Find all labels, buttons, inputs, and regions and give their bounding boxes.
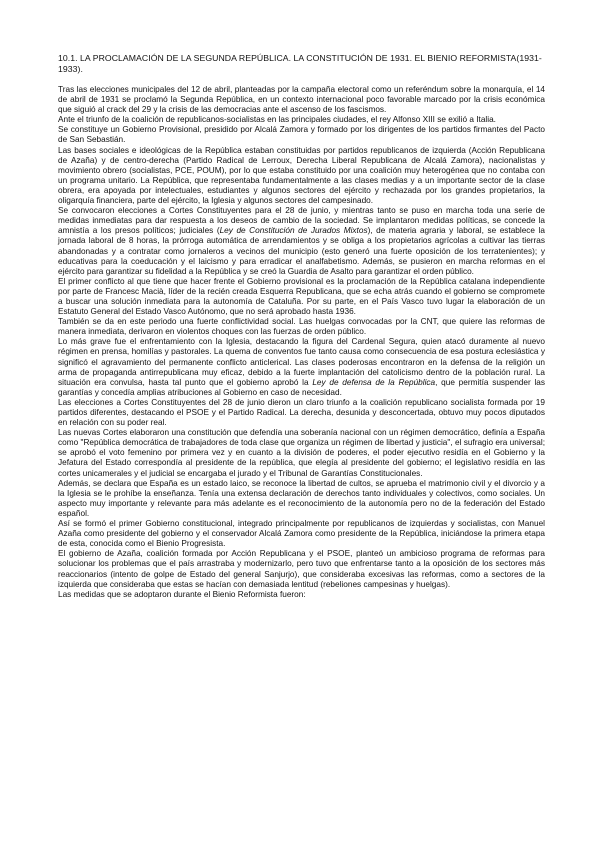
paragraph-measures-intro: Las medidas que se adoptaron durante el Bienio Reformista fueron:: [58, 589, 306, 599]
paragraph-june-elections: Las elecciones a Cortes Constituyentes del 28 de junio dieron un claro triunfo a la coalición republicano socialista formada por 19 partidos diferentes, destacando el PSOE y el Partido Radical. La derecha, desunida y desconcertada, obtuvo muy pocos diputados en relación con su poder real.: [58, 397, 545, 428]
paragraph-constitution: Las nuevas Cortes elaboraron una constitución que defendía una soberanía nacional con un régimen democrático, definía a España como "República democrática de trabajadores de toda clase que organiza un régimen de libertad y justicia", el sufragio era universal; se aprobó el voto femenino por primera vez y en cuanto a la división de poderes, el poder ejecutivo residía en el Gobierno y la Jefatura del Estado correspondía al presidente de la república, que elegía al presidente del gobierno; el legislativo residía en las cortes unicamerales y el judicial se encargaba el jurado y el Tribunal de Garantías Constitucionales.: [58, 428, 545, 478]
paragraph-azana-government: El gobierno de Azaña, coalición formada por Acción Republicana y el PSOE, planteó un ambicioso programa de reformas para solucionar los problemas que el país arrastraba y modernizarlo, pero tuvo que enfrentarse tanto a la oposición de los sectores más reaccionarios (intento de golpe de Estado del general Sanjurjo), que consideraba excesivas las reformas, como a sectores de la izquierda que consideraba que estas se hacían con demasiada lentitud (rebeliones campesinas y huelgas).: [58, 549, 545, 589]
paragraph-church-conflict: Lo más grave fue el enfrentamiento con la Iglesia, destacando la figura del Cardenal Segura, quien atacó duramente al nuevo régimen en prensa, homilías y pastorales. La quema de conventos fue tanto causa como consecuencia de esa postura eclesiástica y significó el agravamiento del permanente conflicto anticlerical. Las clases poderosas encontraron en la defensa de la religión un arma de propaganda antirrepublicana muy eficaz, debido a la fuerte implantación del catolicismo dentro de la población rural. La situación era convulsa, hasta tal punto que el gobierno aprobó la Ley de defensa de la República, que permitía suspender las garantías y concedía amplias atribuciones al Gobierno en caso de necesidad.: [58, 337, 545, 397]
paragraph-immediate-measures: Se convocaron elecciones a Cortes Constituyentes para el 28 de junio, y mientras tanto se puso en marcha toda una serie de medidas inmediatas para dar respuesta a los deseos de cambio de la sociedad. Se implantaron medidas políticas, se concede la amnistía a los presos políticos; judiciales (Ley de Constitución de Jurados Mixtos), de materia agraria y laboral, se establece la jornada laboral de 8 horas, la prórroga automática de arrendamientos y se obliga a los propietarios agrícolas a cultivar las tierras abandonadas y a contratar como jornaleros a vecinos del municipio (esto generó una fuerte oposición de los terratenientes); y educativas para la coeducación y el laicismo y para erradicar el analfabetismo. Además, se pusieron en marcha reformas en el ejército para garantizar su fidelidad a la República y se creó la Guardia de Asalto para garantizar el orden público.: [58, 206, 545, 276]
paragraph-elections: Tras las elecciones municipales del 12 de abril, planteadas por la campaña electoral como un referéndum sobre la monarquía, el 14 de abril de 1931 se proclamó la Segunda República, en un contexto internacional poco favorable marcado por la crisis económica que siguió al crack del 29 y la crisis de las democracias ante el ascenso de los fascismos.: [58, 85, 545, 115]
paragraph-king-exile: Ante el triunfo de la coalición de republicanos-socialistas en las principales ciudades, el rey Alfonso XIII se exilió a Italia.: [58, 115, 496, 125]
paragraph-catalonia: El primer conflicto al que tiene que hacer frente el Gobierno provisional es la proclamación de la República catalana independiente por parte de Francesc Macià, líder de la recién creada Esquerra Republicana, que se echa atrás cuando el gobierno se compromete a buscar una solución inmediata para la autonomía de Cataluña. Por su parte, en el País Vasco tuvo lugar la elaboración de un Estatuto General del Estado Vasco Autónomo, que no será aprobado hasta 1936.: [58, 276, 545, 317]
paragraph-secular-state: Además, se declara que España es un estado laico, se reconoce la libertad de cultos, se aprueba el matrimonio civil y el divorcio y a la Iglesia se le prohíbe la enseñanza. Tenía una extensa declaración de derechos tanto individuales y colectivos, como sociales. Un aspecto muy importante y relevante para más adelante es el reconocimiento de la autonomía pero no de la federación del Estado español.: [58, 478, 545, 518]
paragraph-first-government: Así se formó el primer Gobierno constitucional, integrado principalmente por republicanos de izquierdas y socialistas, con Manuel Azaña como presidente del gobierno y el conservador Alcalá Zamora como presidente de la República, iniciándose la primera etapa de esta, conocida como el Bienio Progresista.: [58, 519, 545, 549]
paragraph-social-conflict: También se da en este periodo una fuerte conflictividad social. Las huelgas convocadas por la CNT, que quiere las reformas de manera inmediata, derivaron en violentos choques con las fuerzas de orden público.: [58, 317, 545, 337]
document-title: 10.1. LA PROCLAMACIÓN DE LA SEGUNDA REPÚBLICA. LA CONSTITUCIÓN DE 1931. EL BIENIO REFORMISTA(1931-1933).: [58, 53, 542, 74]
paragraph-social-bases: Las bases sociales e ideológicas de la República estaban constituidas por partidos republicanos de izquierda (Acción Republicana de Azaña) y de centro-derecha (Partido Radical de Lerroux, Derecha Liberal Republicana de Alcalá Zamora), nacionalistas y movimiento obrero (socialistas, PCE, POUM), por lo que estaba constituido por una coalición muy heterogénea que no contaba con un programa unitario. La República, que representaba fundamentalmente a las clases medias y a un importante sector de la clase obrera, era apoyada por intelectuales, estudiantes y algunos sectores del ejército y rechazada por los grandes propietarios, la oligarquía financiera, parte del ejército, la Iglesia y algunos sectores del campesinado.: [58, 145, 545, 206]
paragraph-provisional-government: Se constituye un Gobierno Provisional, presidido por Alcalá Zamora y formado por los dirigentes de los partidos firmantes del Pacto de San Sebastián.: [58, 125, 545, 145]
